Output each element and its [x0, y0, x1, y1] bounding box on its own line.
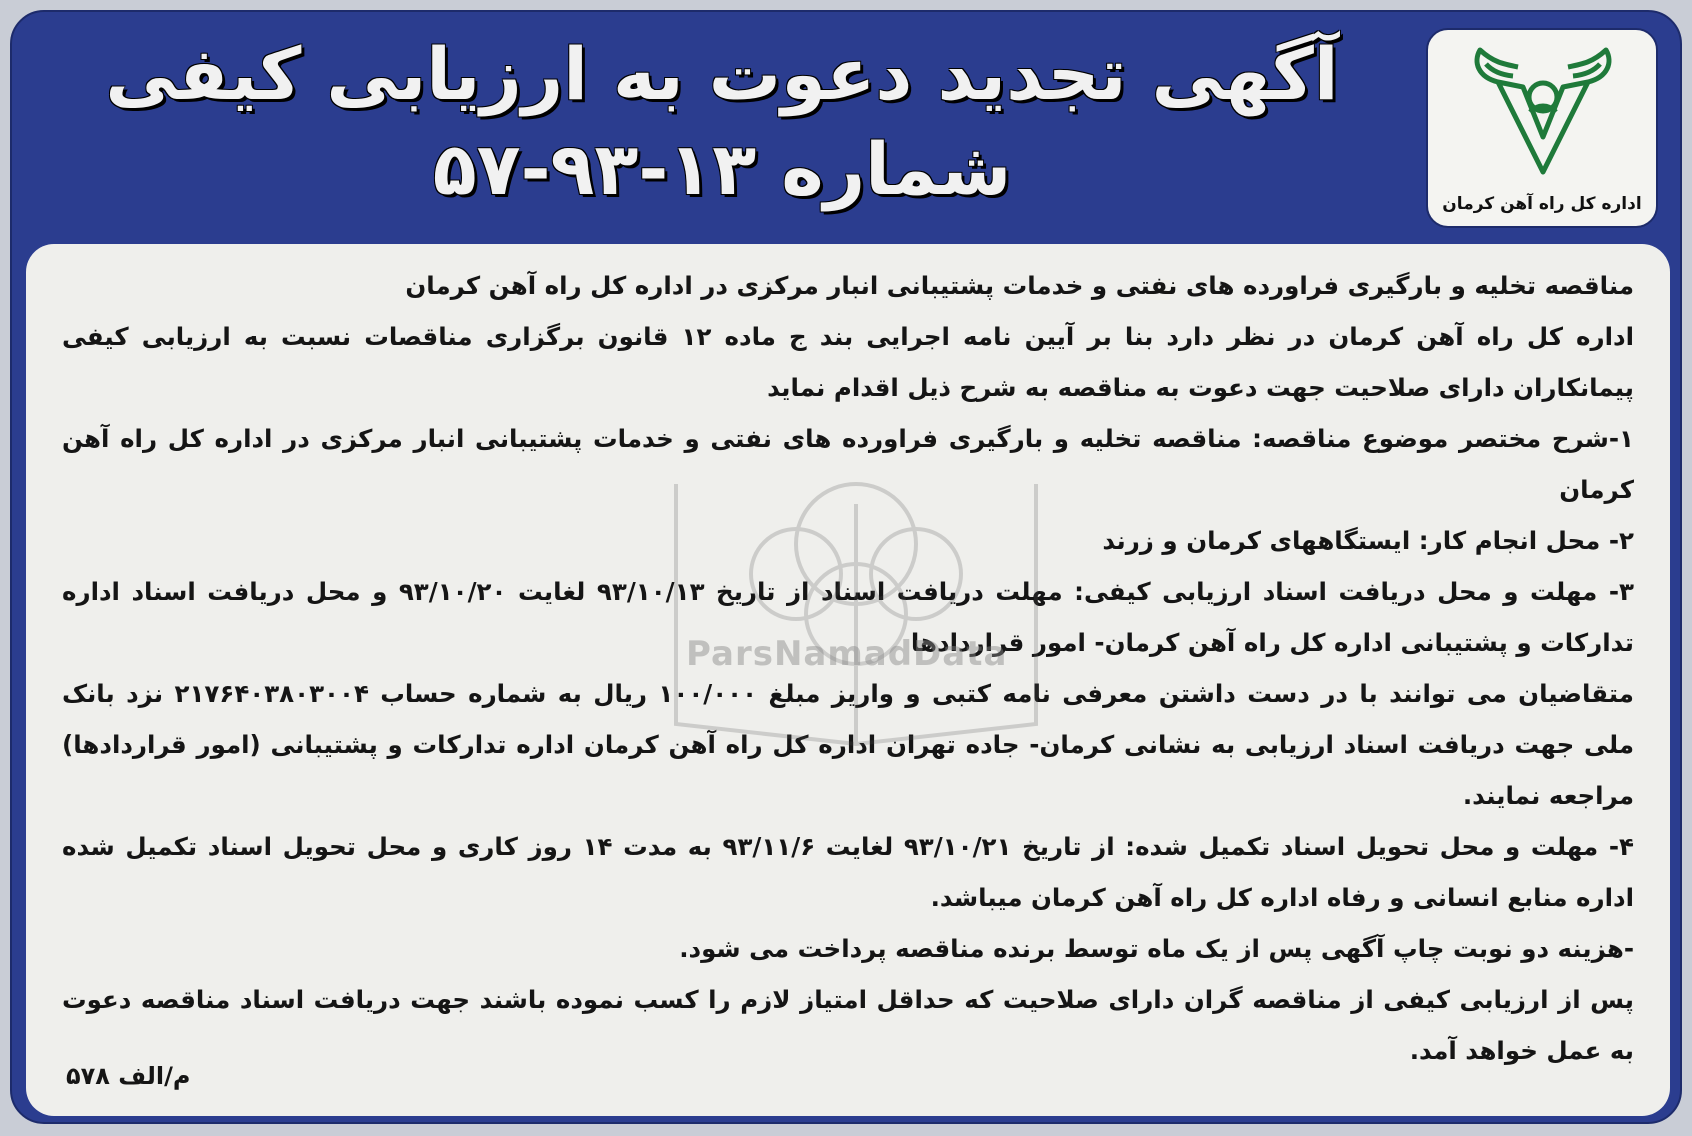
paragraph-intro: اداره کل راه آهن کرمان در نظر دارد بنا بر آیین نامه اجرایی بند ج ماده ۱۲ قانون برگزاری مناقصات نسبت به ارزیابی کیفی پیمانکاران دارای صلاحیت جهت دعوت به مناقصه به شرح ذیل اقدام نماید: [62, 322, 1634, 402]
paragraph-item-2: ۲- محل انجام کار: ایستگاههای کرمان و زرند: [1102, 526, 1634, 555]
paragraph-item-3: ۳- مهلت و محل دریافت اسناد ارزیابی کیفی: مهلت دریافت اسناد از تاریخ ۹۳/۱۰/۱۳ لغایت ۹۳/۱۰/۲۰ و محل دریافت اسناد اداره تدارکات و پشتیبانی اداره کل راه آهن کرمان- امور قراردادها: [62, 577, 1635, 657]
notice-header: [12, 12, 1680, 237]
paragraph-closing: پس از ارزیابی کیفی از مناقصه گران دارای صلاحیت که حداقل امتیاز لازم را کسب نموده باشند جهت دریافت اسناد مناقصه دعوت به عمل خواهد آمد.: [62, 985, 1634, 1065]
paragraph-intro-title: مناقصه تخلیه و بارگیری فراورده های نفتی و خدمات پشتیبانی انبار مرکزی در اداره کل راه آهن کرمان: [405, 271, 1634, 300]
notice-title: آگهی تجدید دعوت به ارزیابی کیفی: [105, 32, 1339, 116]
notice-number: شماره ۱۳-۹۳-۵۷: [432, 127, 1012, 211]
paragraph-item-4: ۴- مهلت و محل تحویل اسناد تکمیل شده: از تاریخ ۹۳/۱۰/۲۱ لغایت ۹۳/۱۱/۶ به مدت ۱۴ روز کاری و محل تحویل اسناد تکمیل شده اداره منابع انسانی و رفاه اداره کل راه آهن کرمان میباشد.: [62, 832, 1634, 912]
notice-frame: [10, 10, 1682, 1124]
paragraph-cost: -هزینه دو نوبت چاپ آگهی پس از یک ماه توسط برنده مناقصه پرداخت می شود.: [679, 934, 1634, 963]
railway-logo: [1426, 28, 1658, 228]
notice-body: [26, 244, 1670, 1116]
watermark-book-icon: [656, 424, 1076, 764]
watermark-brand: ParsNamadData: [686, 634, 1008, 674]
paragraph-applicants: متقاضیان می توانند با در دست داشتن معرفی نامه کتبی و واریز مبلغ ۱۰۰/۰۰۰ ریال به شماره حساب ۲۱۷۶۴۰۳۸۰۳۰۰۴ نزد بانک ملی جهت دریافت اسناد ارزیابی به نشانی کرمان- جاده تهران اداره کل راه آهن کرمان اداره تدارکات و پشتیبانی (امور قراردادها) مراجعه نمایند.: [62, 679, 1634, 810]
reference-code: م/الف ۵۷۸: [66, 1062, 191, 1090]
paragraph-item-1: ۱-شرح مختصر موضوع مناقصه: مناقصه تخلیه و بارگیری فراورده های نفتی و خدمات پشتیبانی انبار مرکزی در اداره کل راه آهن کرمان: [62, 424, 1634, 504]
logo-caption: اداره کل راه آهن کرمان: [1442, 194, 1642, 214]
winged-emblem-icon: [1468, 42, 1618, 182]
